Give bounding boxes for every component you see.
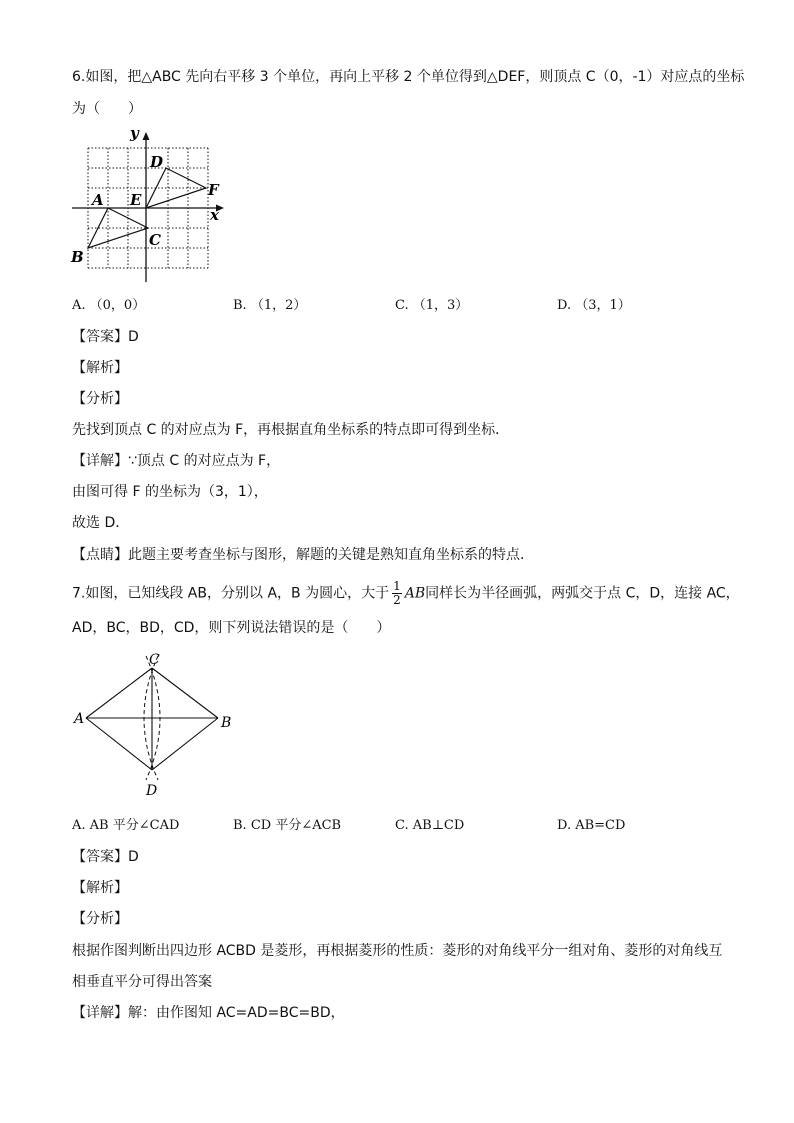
label-b: B: [71, 248, 84, 266]
label-a: A: [74, 711, 85, 727]
q7-answer: 【答案】D: [72, 849, 139, 865]
q6-dianjing: 【点睛】此题主要考查坐标与图形，解题的关键是熟知直角坐标系的特点．: [72, 547, 534, 563]
segment-ad: [86, 718, 152, 770]
y-axis-arrow-icon: [143, 132, 150, 140]
q7-fenxi-line2: 相垂直平分可得出答案: [72, 974, 212, 990]
label-b: B: [221, 715, 232, 731]
label-c: C: [149, 231, 161, 249]
q7-analysis-title: 【解析】: [72, 880, 128, 896]
segment-bd: [152, 718, 218, 770]
segment-bc: [152, 668, 218, 718]
q6-detail-line3: 故选 D．: [72, 515, 130, 531]
q7-option-a: A. AB 平分∠CAD: [72, 818, 180, 833]
q7-stem-line1: [72, 580, 740, 607]
label-a: A: [92, 191, 104, 209]
label-e: E: [130, 191, 142, 209]
label-c: C: [149, 652, 160, 668]
q7-detail-line1: 【详解】解：由作图知 AC=AD=BC=BD，: [72, 1005, 345, 1021]
fraction-denominator: 2: [393, 593, 401, 607]
label-y: y: [130, 124, 139, 142]
q6-stem-line2: 为（ ）: [72, 101, 142, 117]
q7-stem-line2: AD，BC，BD，CD，则下列说法错误的是（ ）: [72, 620, 391, 636]
q6-detail-line1: 【详解】∵顶点 C 的对应点为 F，: [72, 453, 281, 469]
q7-option-b: B. CD 平分∠ACB: [233, 818, 342, 833]
segment-ac: [86, 668, 152, 718]
label-d: D: [150, 153, 164, 171]
label-f: F: [208, 181, 219, 199]
q7-frac-variable: AB: [404, 585, 426, 602]
fraction-numerator: 1: [393, 579, 401, 593]
q7-fenxi-line1: 根据作图判断出四边形 ACBD 是菱形，再根据菱形的性质：菱形的对角线平分一组对角、菱形的对角线互: [72, 943, 723, 959]
q6-detail-line2: 由图可得 F 的坐标为（3，1），: [72, 484, 268, 500]
q7-fenxi-title: 【分析】: [72, 911, 128, 927]
q7-option-d: D. AB=CD: [557, 818, 626, 833]
q6-coordinate-figure: [68, 124, 228, 284]
q6-option-c: C. （1，3）: [395, 298, 469, 313]
label-x: x: [210, 206, 219, 224]
q6-option-d: D. （3，1）: [557, 298, 631, 313]
q6-stem-line1: 6.如图，把△ABC 先向右平移 3 个单位，再向上平移 2 个单位得到△DEF，则顶点 C（0，-1）对应点的坐标: [72, 69, 745, 85]
q7-stem-part-b: 同样长为半径画弧，两弧交于点 C，D，连接 AC，: [425, 585, 740, 602]
q6-answer: 【答案】D: [72, 329, 139, 345]
q7-construction-figure: [72, 646, 242, 802]
q6-option-b: B. （1，2）: [233, 298, 307, 313]
q6-fenxi-title: 【分析】: [72, 391, 128, 407]
label-d: D: [146, 783, 158, 799]
q6-fenxi-text: 先找到顶点 C 的对应点为 F，再根据直角坐标系的特点即可得到坐标．: [72, 422, 510, 438]
q6-option-a: A. （0，0）: [72, 298, 146, 313]
triangle-abc: [88, 208, 148, 248]
q6-analysis-title: 【解析】: [72, 360, 128, 376]
fraction-half: [392, 580, 402, 607]
q7-stem-part-a: 7.如图，已知线段 AB，分别以 A，B 为圆心，大于: [72, 585, 390, 602]
q7-option-c: C. AB⊥CD: [395, 818, 465, 833]
